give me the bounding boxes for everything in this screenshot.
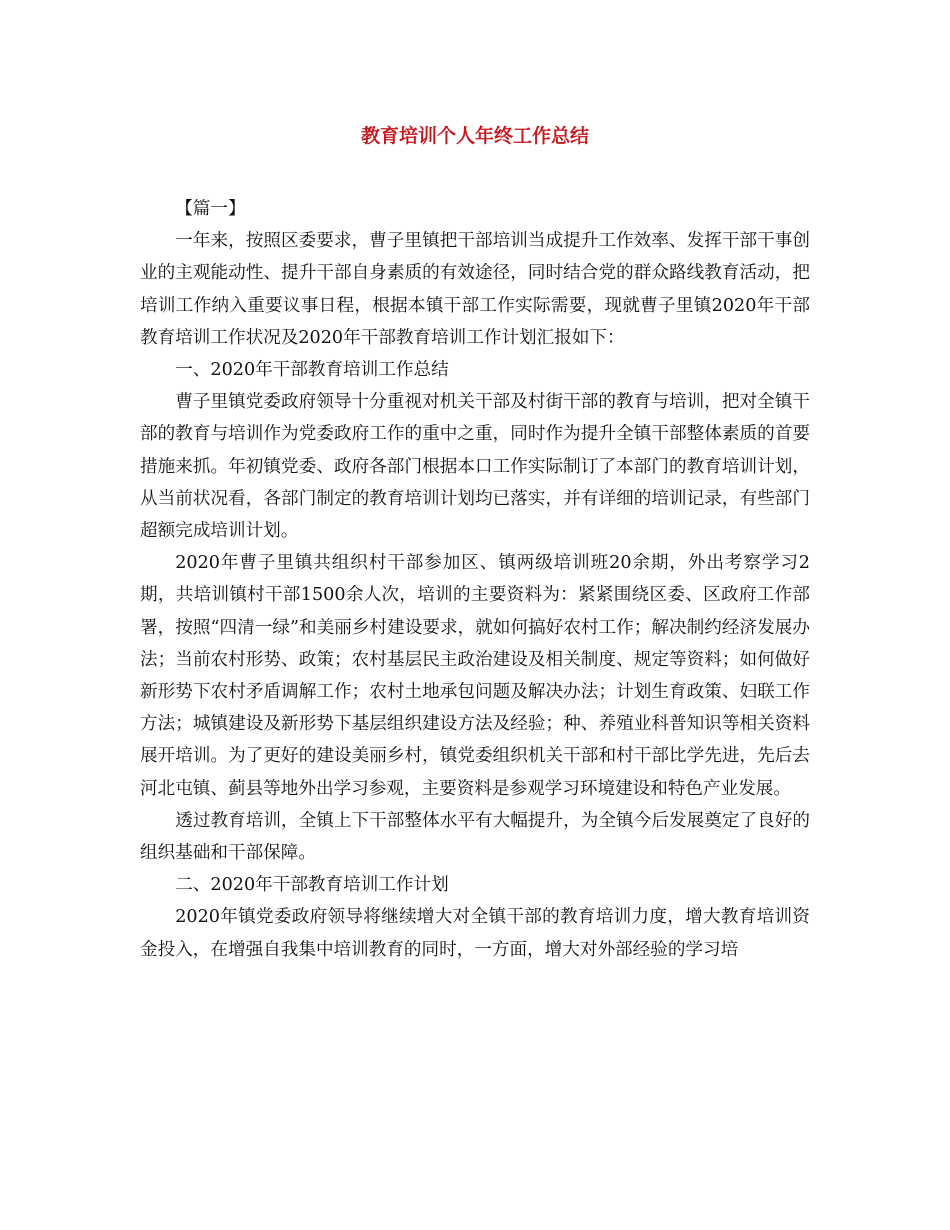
paragraph-plan: 2020年镇党委政府领导将继续增大对全镇干部的教育培训力度，增大教育培训资金投入，在增强自我集中培训教育的同时，一方面，增大对外部经验的学习培 xyxy=(140,907,810,960)
paragraph-training-details: 2020年曹子里镇共组织村干部参加区、镇两级培训班20余期，外出考察学习2期，共培训镇村干部1500余人次，培训的主要资料为：紧紧围绕区委、区政府工作部署，按照“四清一绿”和美丽乡村建设要求，就如何搞好农村工作；解决制约经济发展办法；当前农村形势、政策；农村基层民主政治建设及相关制度、规定等资料；如何做好新形势下农村矛盾调解工作；农村土地承包问题及解决办法；计划生育政策、妇联工作方法；城镇建设及新形势下基层组织建设方法及经验；种、养殖业科普知识等相关资料展开培训。为了更好的建设美丽乡村，镇党委组织机关干部和村干部比学先进，先后去河北屯镇、蓟县等地外出学习参观，主要资料是参观学习环境建设和特色产业发展。 xyxy=(140,553,810,799)
paragraph-summary: 曹子里镇党委政府领导十分重视对机关干部及村街干部的教育与培训，把对全镇干部的教育与培训作为党委政府工作的重中之重，同时作为提升全镇干部整体素质的首要措施来抓。年初镇党委、政府各部门根据本口工作实际制订了本部门的教育培训计划，从当前状况看，各部门制定的教育培训计划均已落实，并有详细的培训记录，有些部门超额完成培训计划。 xyxy=(140,392,810,542)
section-heading-summary: 一、2020年干部教育培训工作总结 xyxy=(175,360,449,381)
document-title: 教育培训个人年终工作总结 xyxy=(360,125,589,147)
section-heading-plan: 二、2020年干部教育培训工作计划 xyxy=(175,875,449,896)
paragraph-intro: 一年来，按照区委要求，曹子里镇把干部培训当成提升工作效率、发挥干部干事创业的主观能动性、提升干部自身素质的有效途径，同时结合党的群众路线教育活动，把培训工作纳入重要议事日程，根据本镇干部工作实际需要，现就曹子里镇2020年干部教育培训工作状况及2020年干部教育培训工作计划汇报如下： xyxy=(140,231,810,348)
paragraph-results: 透过教育培训，全镇上下干部整体水平有大幅提升，为全镇今后发展奠定了良好的组织基础和干部保障。 xyxy=(140,810,810,864)
document-body xyxy=(140,193,810,966)
section-heading-part-one: 【篇一】 xyxy=(175,199,246,219)
